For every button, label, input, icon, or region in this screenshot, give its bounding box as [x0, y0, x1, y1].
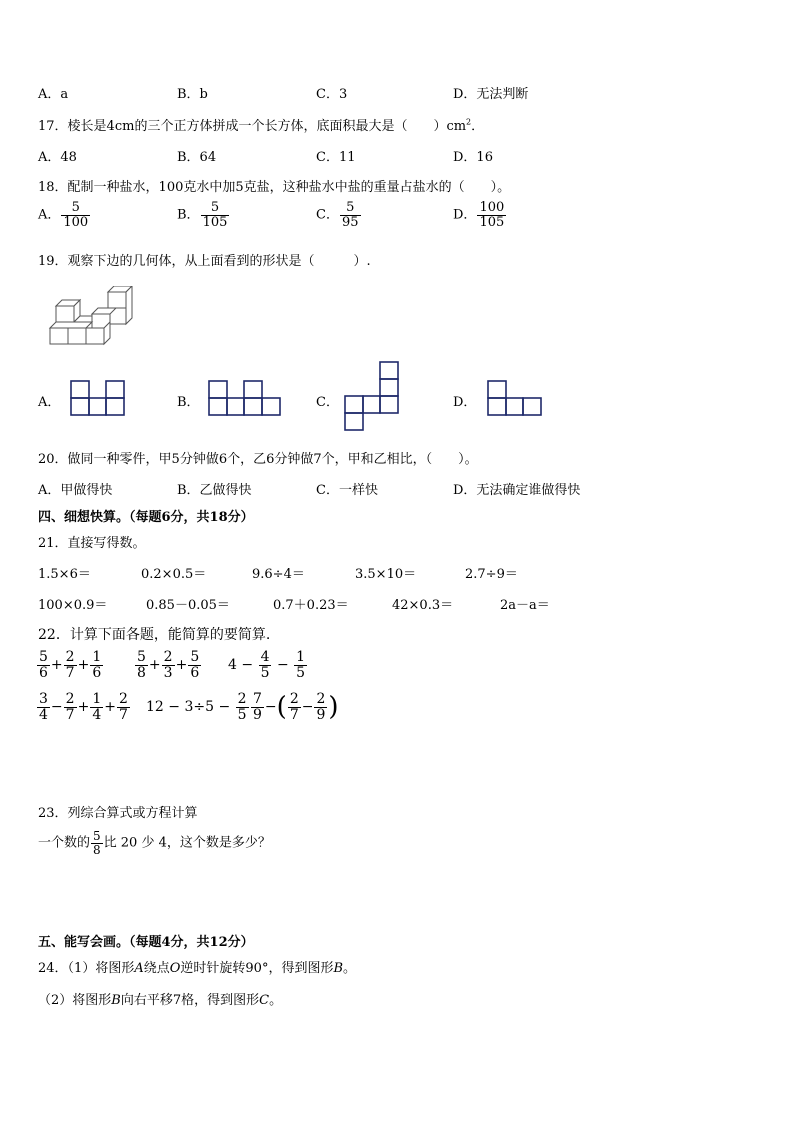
q22-expr-6: $\frac{7}{9}$ −( $\frac{2}{7}$ − $\frac{2}{9}$ ) [253, 691, 339, 723]
q20-stem: 20．做同一种零件，甲5分钟做6个，乙6分钟做7个，甲和乙相比，（ ）。 [38, 452, 478, 467]
q21-item: 1.5×6＝ [38, 567, 91, 582]
q20-option-a: A．甲做得快 [38, 483, 113, 498]
q19-option-d-shape [487, 380, 543, 416]
q21-item: 42×0.3＝ [392, 598, 454, 613]
q20-option-c: C．一样快 [316, 483, 378, 498]
q21-item: 3.5×10＝ [355, 567, 417, 582]
q19-option-a-shape [70, 380, 126, 416]
q24-part-2: （2）将图形B向右平移7格，得到图形C。 [38, 993, 283, 1008]
q22-expr-3: 4 − $\frac{4}{5}$ − $\frac{1}{5}$ [228, 649, 306, 681]
q16-option-b: B．b [177, 87, 208, 102]
section-4-title: 四、细想快算。（每题6分，共18分） [38, 510, 254, 525]
q17-option-b: B．64 [177, 150, 217, 165]
q20-option-d: D．无法确定谁做得快 [453, 483, 581, 498]
q19-option-b-label: B． [177, 395, 200, 410]
q19-solid-figure [46, 286, 136, 348]
q21-item: 0.85－0.05＝ [146, 598, 230, 613]
q18-stem: 18．配制一种盐水，100克水中加5克盐，这种盐水中盐的重量占盐水的（ ）。 [38, 180, 511, 195]
q21-item: 2.7÷9＝ [465, 567, 518, 582]
q21-item: 2a－a＝ [500, 598, 550, 613]
q18-option-b: B． $\frac{5}{105}$ [177, 200, 228, 230]
q19-stem: 19．观察下边的几何体，从上面看到的形状是（ ）. [38, 254, 371, 269]
q23-question: 一个数的 $\frac{5}{8}$ 比 20 少 4，这个数是多少？ [38, 829, 271, 857]
q21-stem: 21．直接写得数。 [38, 536, 146, 551]
q19-option-c-label: C． [316, 395, 339, 410]
q19-option-d-label: D． [453, 395, 477, 410]
q17-option-a: A．48 [38, 150, 77, 165]
q19-option-b-shape [208, 380, 282, 416]
q17-option-d: D．16 [453, 150, 493, 165]
q16-option-a: A．a [38, 87, 69, 102]
q22-expr-4: $\frac{3}{4}$ − $\frac{2}{7}$ + $\frac{1}{4}$ + $\frac{2}{7}$ [39, 691, 128, 723]
q21-item: 100×0.9＝ [38, 598, 108, 613]
q21-item: 9.6÷4＝ [252, 567, 305, 582]
q20-option-b: B．乙做得快 [177, 483, 252, 498]
q22-expr-2: $\frac{5}{8}$ + $\frac{2}{3}$ + $\frac{5}{6}$ [137, 649, 200, 681]
q18-option-d: D． $\frac{100}{105}$ [453, 200, 505, 230]
q17-option-c: C．11 [316, 150, 356, 165]
q21-item: 0.7＋0.23＝ [273, 598, 349, 613]
q22-expr-5: 12 − 3÷5 − $\frac{2}{5}$ [146, 691, 247, 723]
q17-stem: 17．棱长是4cm的三个正方体拼成一个长方体，底面积最大是（ ）$cm^2$． [38, 117, 485, 134]
q18-option-c: C． $\frac{5}{95}$ [316, 200, 359, 230]
q22-expr-1: $\frac{5}{6}$ + $\frac{2}{7}$ + $\frac{1}{6}$ [39, 649, 102, 681]
q24-part-1: 24．（1）将图形A绕点O逆时针旋转90°，得到图形B。 [38, 961, 357, 976]
q16-option-d: D．无法判断 [453, 87, 529, 102]
section-5-title: 五、能写会画。（每题4分，共12分） [38, 935, 254, 950]
q18-option-a: A． $\frac{5}{100}$ [38, 200, 89, 230]
q23-stem: 23．列综合算式或方程计算 [38, 806, 198, 821]
q21-item: 0.2×0.5＝ [141, 567, 207, 582]
q16-option-c: C．3 [316, 87, 348, 102]
q19-option-a-label: A． [38, 395, 61, 410]
q19-option-c-shape [344, 361, 400, 433]
q22-stem: 22．计算下面各题，能简算的要简算. [38, 627, 271, 643]
